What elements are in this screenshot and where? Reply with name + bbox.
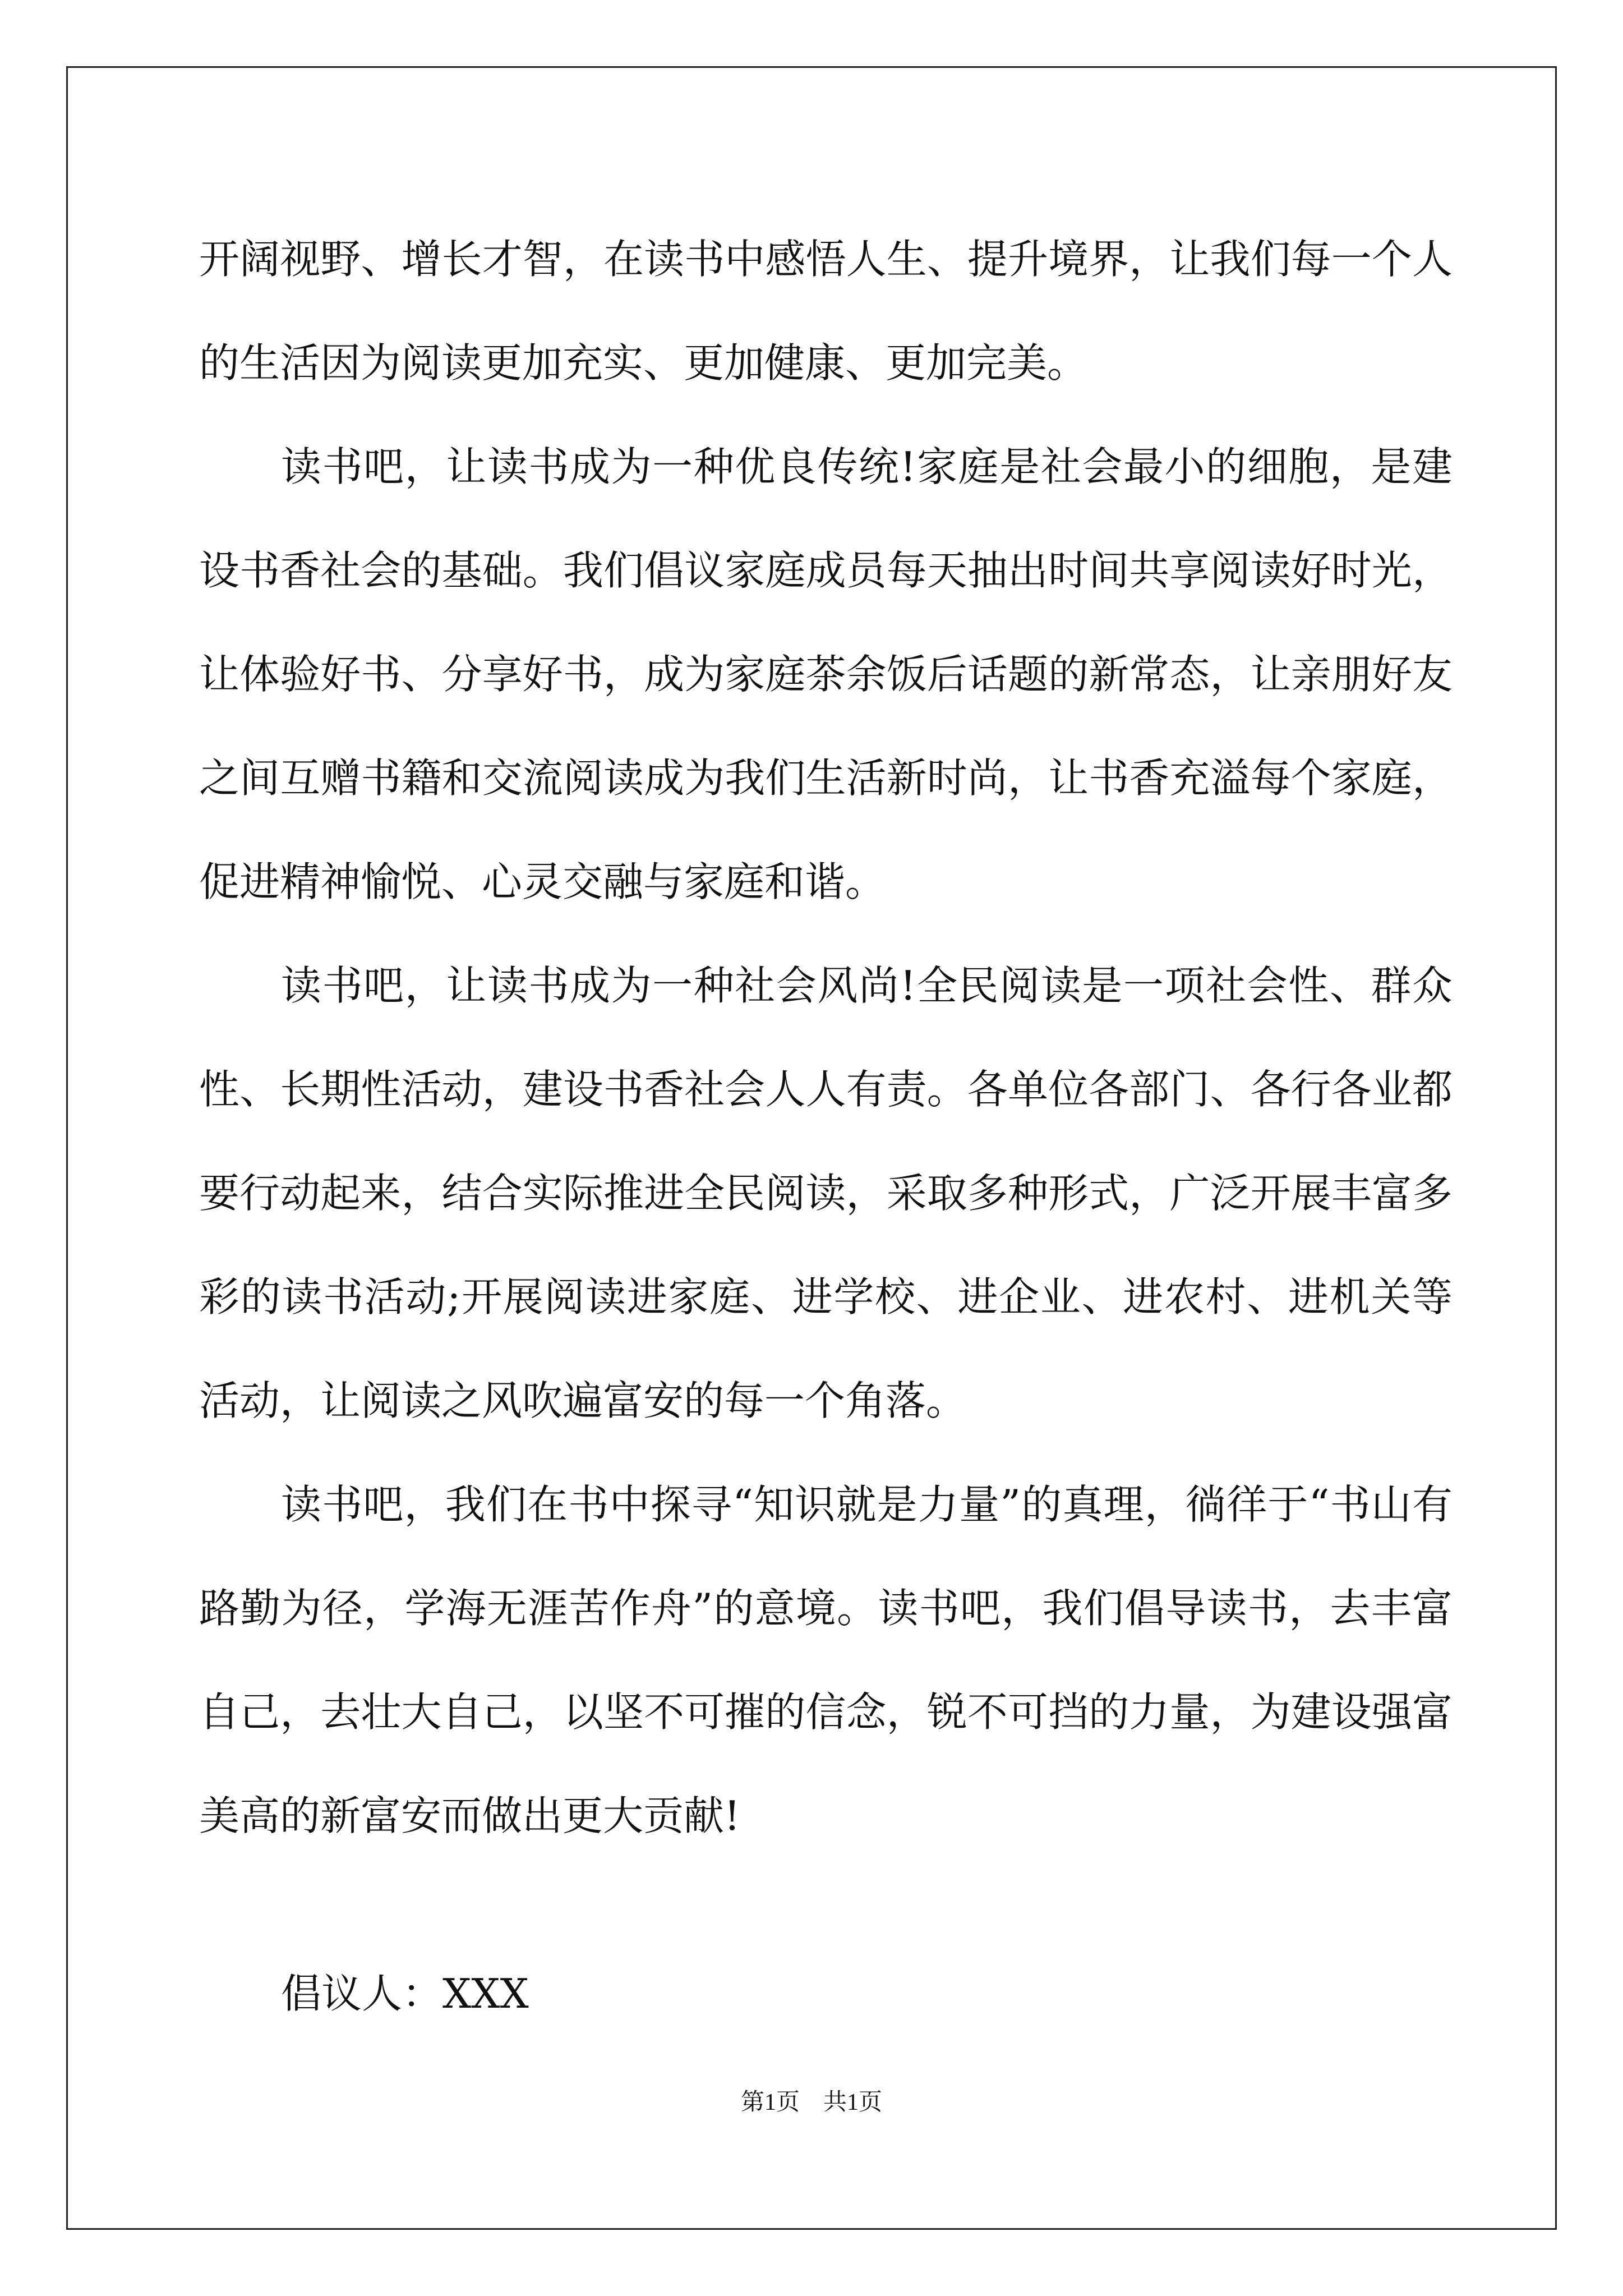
paragraph-conclusion: 读书吧，我们在书中探寻“知识就是力量”的真理，徜徉于“书山有路勤为径，学海无涯苦作舟”的意境。读书吧，我们倡导读书，去丰富自己，去壮大自己，以坚不可摧的信念，锐不可挡的力量，为建设强富美高的新富安而做出更大贡献! [199, 1481, 1453, 1839]
paragraph-continuation: 开阔视野、增长才智，在读书中感悟人生、提升境界，让我们每一个人的生活因为阅读更加充实、更加健康、更加完美。 [199, 236, 1453, 386]
paragraph-social-reading: 读书吧，让读书成为一种社会风尚!全民阅读是一项社会性、群众性、长期性活动，建设书香社会人人有责。各单位各部门、各行各业都要行动起来，结合实际推进全民阅读，采取多种形式，广泛开展丰富多彩的读书活动;开展阅读进家庭、进学校、进企业、进农村、进机关等活动，让阅读之风吹遍富安的每一个角落。 [199, 962, 1453, 1424]
signature-line: 倡议人：XXX [281, 1970, 529, 2017]
document-body [199, 208, 1453, 1868]
paragraph-family-reading: 读书吧，让读书成为一种优良传统!家庭是社会最小的细胞，是建设书香社会的基础。我们倡议家庭成员每天抽出时间共享阅读好时光，让体验好书、分享好书，成为家庭茶余饭后话题的新常态，让亲朋好友之间互赠书籍和交流阅读成为我们生活新时尚，让书香充溢每个家庭，促进精神愉悦、心灵交融与家庭和谐。 [199, 443, 1453, 905]
page-number-footer: 第1页 共1页 [740, 2090, 882, 2115]
